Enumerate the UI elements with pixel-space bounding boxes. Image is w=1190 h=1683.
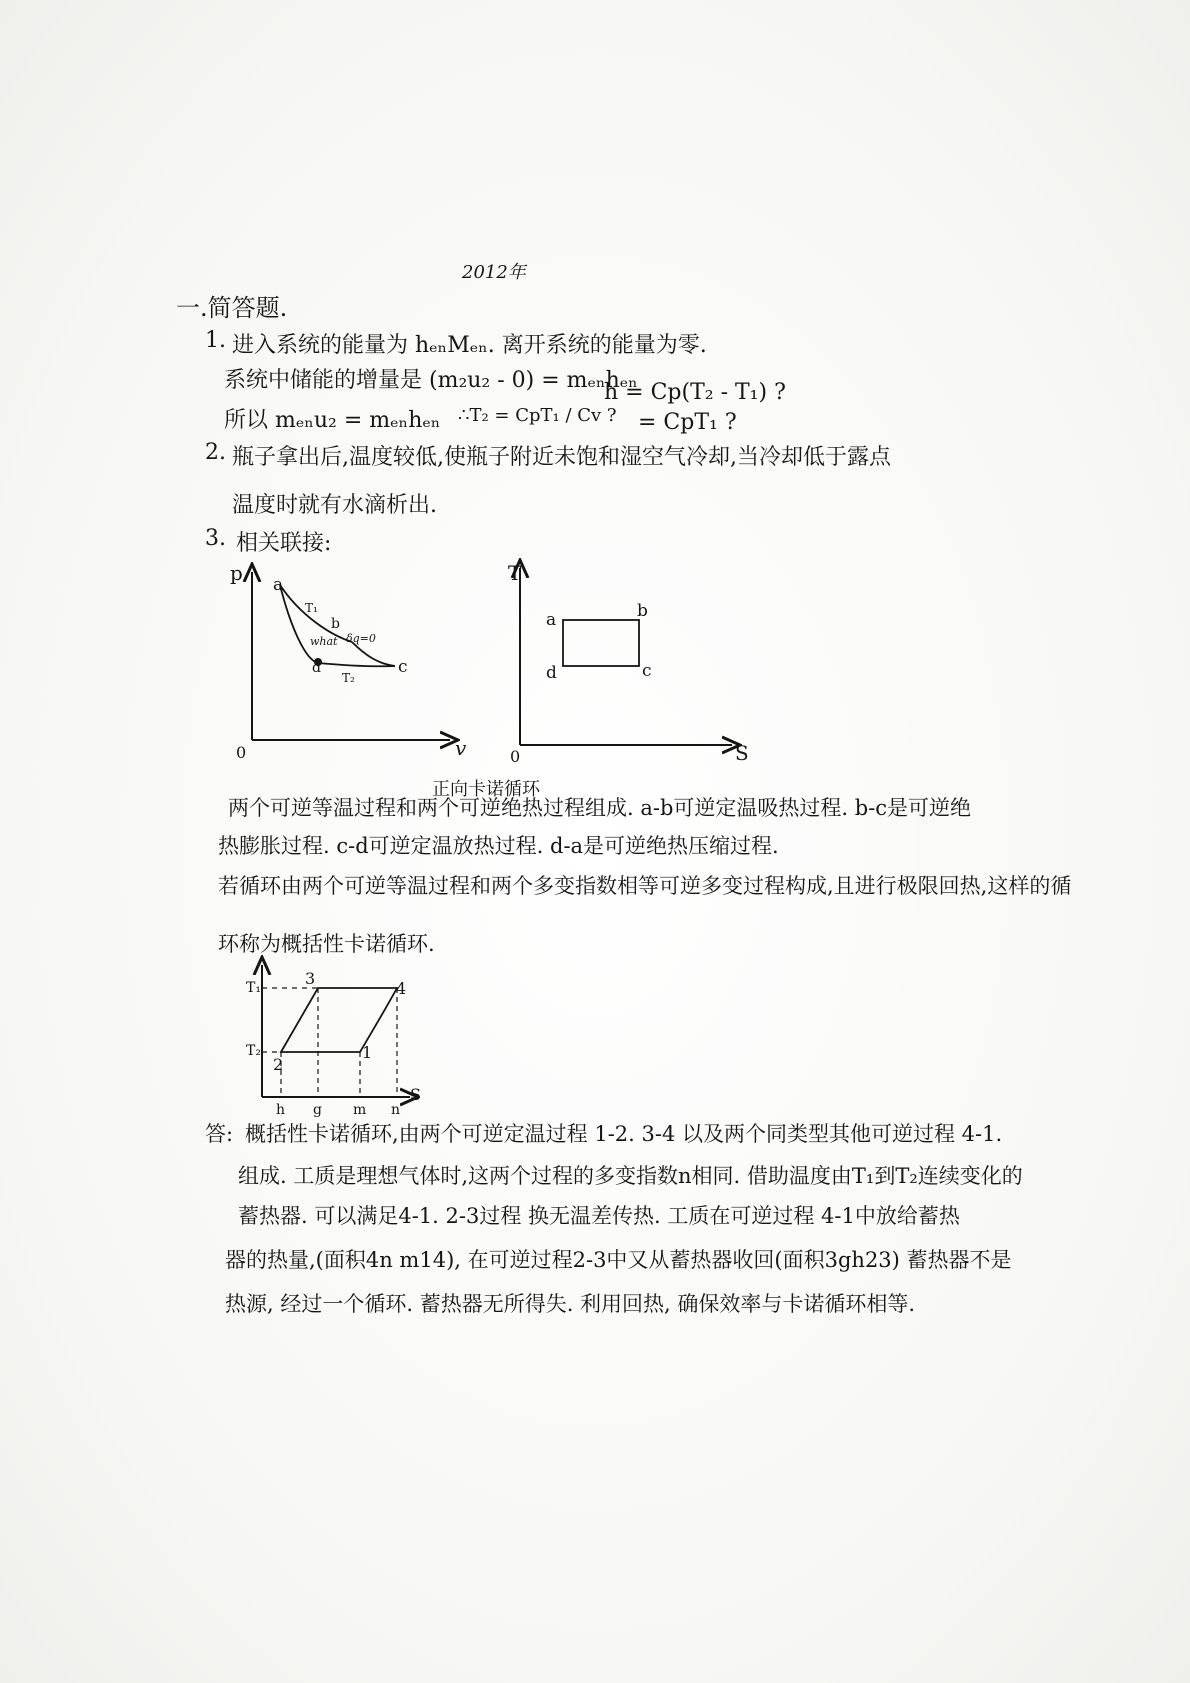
ts-diagram [508,561,749,766]
pv-label-t2: T₂ [342,671,355,685]
diagram-caption: 正向卡诺循环 [432,779,540,800]
pv-point-b: b [331,616,340,632]
q1-number: 1. [205,328,226,353]
q3-para2-line-1: 若循环由两个可逆等温过程和两个多变指数相等可逆多变过程构成,且进行极限回热,这样的循 [218,874,1072,898]
section-title: 一.简答题. [176,294,288,322]
answer-line-5: 热源, 经过一个循环. 蓄热器无所得失. 利用回热, 确保效率与卡诺循环相等. [225,1292,916,1316]
year-heading: 2012年 [462,262,526,283]
answer-lead: 答: [205,1122,234,1146]
pv-point-a: a [273,575,284,595]
ts-y-label: T [508,561,522,585]
ts-cycle-rectangle [563,620,639,666]
ts2-point-4: 4 [396,979,407,998]
pv-x-label: v [455,736,467,760]
ts-point-a: a [546,610,557,630]
ts2-diagram [246,965,421,1118]
ts-point-c: c [642,661,652,681]
pv-origin: 0 [236,743,247,762]
q1-line-1: 进入系统的能量为 hₑₙMₑₙ. 离开系统的能量为零. [232,333,707,358]
pv-curve-adiabatic-bc [352,642,395,666]
q3-para1-line-1: 两个可逆等温过程和两个可逆绝热过程组成. a-b可逆定温吸热过程. b-c是可逆绝 [228,796,972,820]
pv-label-note: what [310,635,338,648]
pv-point-d: d [312,660,321,676]
ts2-tick-g: g [313,1102,322,1118]
q1-note-h2: = CpT₁ ? [638,410,737,435]
ts-x-label: S [735,741,749,765]
ts2-t1-label: T₁ [246,980,261,996]
pv-label-adiabatic: δq=0 [346,632,376,645]
pv-curve-adiabatic-da [280,585,318,663]
ts2-tick-h: h [276,1102,286,1118]
ts2-t2-label: T₂ [246,1043,261,1059]
pv-diagram [230,561,467,762]
q1-line-3: 所以 mₑₙu₂ = mₑₙhₑₙ [224,408,441,433]
q1-note-t2: ∴T₂ = CpT₁ / Cv ? [458,405,617,426]
answer-line-4: 器的热量,(面积4n m14), 在可逆过程2-3中又从蓄热器收回(面积3gh23) 蓄热器不是 [225,1248,1012,1272]
q2-line-1: 瓶子拿出后,温度较低,使瓶子附近未饱和湿空气冷却,当冷却低于露点 [232,445,891,470]
q3-para2-line-2: 环称为概括性卡诺循环. [218,932,435,956]
ts2-point-2: 2 [273,1055,284,1074]
pv-label-t1: T₁ [305,601,318,615]
ts-point-d: d [546,663,557,683]
ts2-tick-m: m [353,1102,367,1118]
ts2-point-1: 1 [362,1043,373,1062]
q1-note-h: h = Cp(T₂ - T₁) ? [604,380,786,405]
ts-origin: 0 [510,747,521,766]
pv-y-label: p [230,561,243,585]
q2-line-2: 温度时就有水滴析出. [232,493,437,518]
q3-heading: 相关联接: [236,531,332,556]
answer-line-1: 概括性卡诺循环,由两个可逆定温过程 1-2. 3-4 以及两个同类型其他可逆过程 4-1. [245,1122,1003,1146]
q1-line-2: 系统中储能的增量是 (m₂u₂ - 0) = mₑₙhₑₙ [224,368,638,393]
pv-point-c: c [398,657,408,677]
ts-point-b: b [637,601,648,621]
q2-number: 2. [205,440,226,465]
ts2-s-label: S [410,1085,421,1104]
ts2-point-3: 3 [305,969,316,988]
q3-number: 3. [205,526,226,551]
ts2-cycle-outline [281,988,397,1052]
answer-line-2: 组成. 工质是理想气体时,这两个过程的多变指数n相同. 借助温度由T₁到T₂连续变化的 [238,1164,1023,1188]
ts2-tick-n: n [391,1102,401,1118]
answer-line-3: 蓄热器. 可以满足4-1. 2-3过程 换无温差传热. 工质在可逆过程 4-1中放给蓄热 [238,1204,960,1228]
q3-para1-line-2: 热膨胀过程. c-d可逆定温放热过程. d-a是可逆绝热压缩过程. [218,834,779,858]
